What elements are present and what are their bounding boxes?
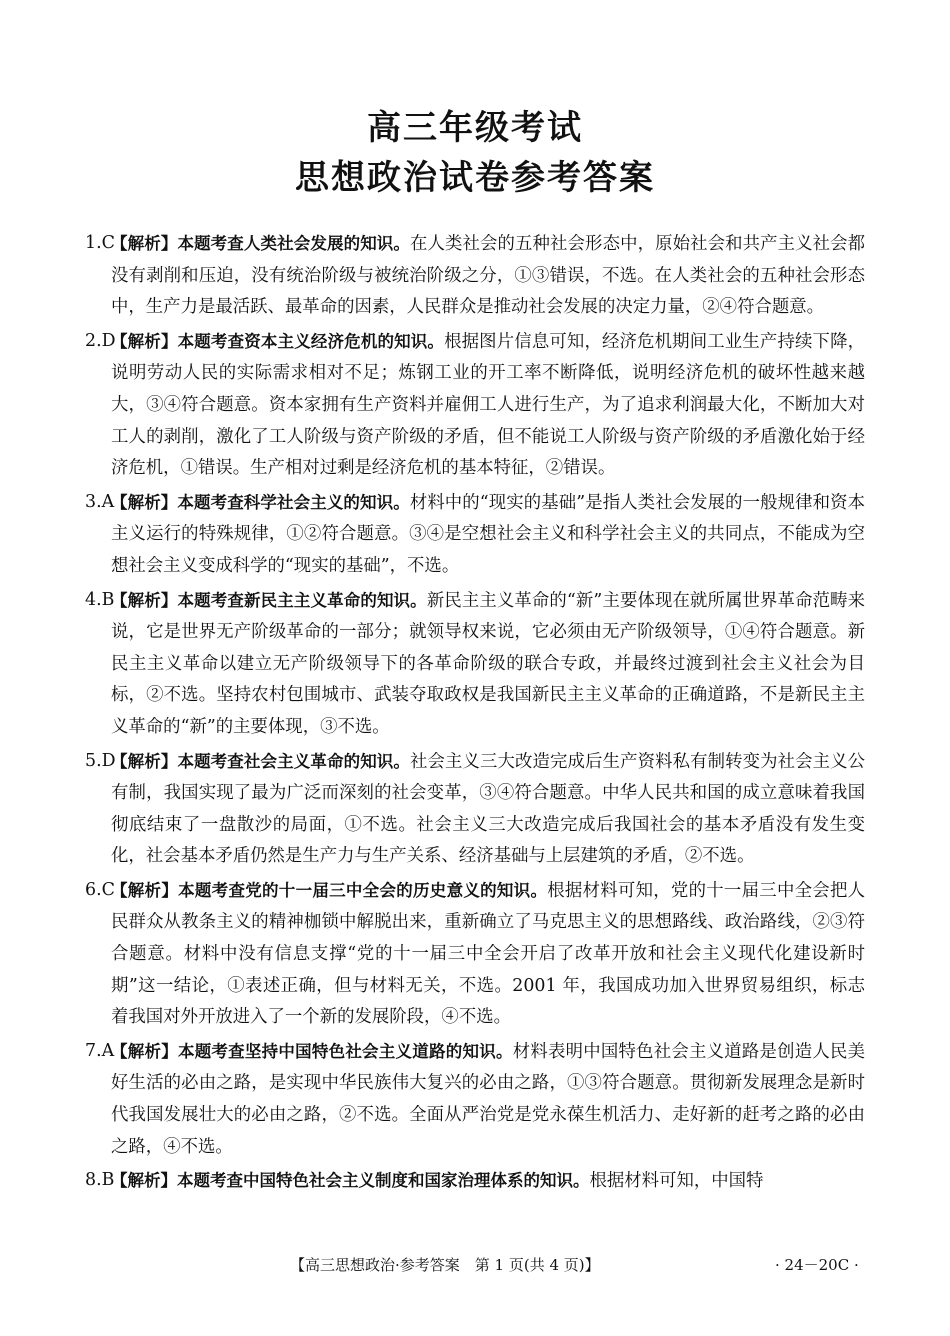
answer-number: 2.D xyxy=(85,330,116,351)
analysis-tag: 【解析】 xyxy=(111,880,179,900)
answer-item-2 xyxy=(85,326,865,485)
explanation-text: 根据材料可知，中国特 xyxy=(589,1171,764,1192)
analysis-tag: 【解析】 xyxy=(111,590,178,610)
analysis-tag: 【解析】 xyxy=(111,1041,178,1061)
analysis-tag: 【解析】 xyxy=(111,1171,177,1191)
title-line-1: 高三年级考试 xyxy=(367,108,583,148)
topic-lead: 本题考查人类社会发展的知识。 xyxy=(177,234,411,253)
answer-item-6 xyxy=(85,875,865,1034)
explanation-text: 在人类社会的五种社会形态中，原始社会和共产主义社会都没有剥削和压迫，没有统治阶级与被统治阶级之分，①③错误，不选。在人类社会的五种社会形态中，生产力是最活跃、最革命的因素，人民群众是推动社会发展的决定力量，②④符合题意。 xyxy=(111,234,865,318)
analysis-tag: 【解析】 xyxy=(111,492,178,512)
footer-page-info: 【高三思想政治·参考答案 第 1 页(共 4 页)】 xyxy=(290,1256,600,1274)
topic-lead: 本题考查坚持中国特色社会主义道路的知识。 xyxy=(177,1041,513,1061)
answer-item-8 xyxy=(85,1165,865,1198)
topic-lead: 本题考查资本主义经济危机的知识。 xyxy=(177,331,445,351)
answer-item-3 xyxy=(85,487,865,583)
answer-item-5 xyxy=(85,746,865,873)
explanation-text: 社会主义三大改造完成后生产资料私有制转变为社会主义公有制，我国实现了最为广泛而深刻的社会变革，③④符合题意。中华人民共和国的成立意味着我国彻底结束了一盘散沙的局面，①不选。社会主义三大改造完成后我国社会的基本矛盾没有发生变化，社会基本矛盾仍然是生产力与生产关系、经济基础与上层建筑的矛盾，②不选。 xyxy=(111,751,865,867)
explanation-text: 材料表明中国特色社会主义道路是创造人民美好生活的必由之路，是实现中华民族伟大复兴的必由之路，①③符合题意。贯彻新发展理念是新时代我国发展壮大的必由之路，②不选。全面从严治党是党永葆生机活力、走好新的赶考之路的必由之路，④不选。 xyxy=(111,1041,865,1157)
answer-item-7 xyxy=(85,1036,865,1163)
explanation-text: 材料中的“现实的基础”是指人类社会发展的一般规律和资本主义运行的特殊规律，①②符合题意。③④是空想社会主义和科学社会主义的共同点，不能成为空想社会主义变成科学的“现实的基础”，不选。 xyxy=(111,492,865,576)
topic-lead: 本题考查社会主义革命的知识。 xyxy=(177,751,411,771)
answer-number: 8.B xyxy=(85,1170,115,1191)
footer-code: · 24－20C · xyxy=(775,1256,859,1274)
answer-number: 7.A xyxy=(85,1040,115,1061)
topic-lead: 本题考查中国特色社会主义制度和国家治理体系的知识。 xyxy=(177,1171,590,1191)
topic-lead: 本题考查新民主主义革命的知识。 xyxy=(177,590,427,610)
topic-lead: 本题考查科学社会主义的知识。 xyxy=(177,492,410,512)
answer-list xyxy=(85,228,865,1200)
answer-number: 4.B xyxy=(85,589,115,610)
title-line-2: 思想政治试卷参考答案 xyxy=(295,158,655,198)
explanation-text: 根据图片信息可知，经济危机期间工业生产持续下降，说明劳动人民的实际需求相对不足；炼钢工业的开工率不断降低，说明经济危机的破坏性越来越大，③④符合题意。资本家拥有生产资料并雇佣工人进行生产，为了追求利润最大化，不断加大对工人的剥削，激化了工人阶级与资产阶级的矛盾，但不能说工人阶级与资产阶级的矛盾激化始于经济危机，①错误。生产相对过剩是经济危机的基本特征，②错误。 xyxy=(111,331,866,479)
analysis-tag: 【解析】 xyxy=(111,331,178,351)
answer-item-4 xyxy=(85,585,865,744)
analysis-tag: 【解析】 xyxy=(111,234,178,253)
answer-number: 5.D xyxy=(85,750,116,771)
answer-number: 6.C xyxy=(85,879,115,900)
explanation-text: 新民主主义革命的“新”主要体现在就所属世界革命范畴来说，它是世界无产阶级革命的一部分；就领导权来说，它必须由无产阶级领导，①④符合题意。新民主主义革命以建立无产阶级领导下的各革命阶级的联合专政，并最终过渡到社会主义社会为目标，②不选。坚持农村包围城市、武装夺取政权是我国新民主主义革命的正确道路，不是新民主主义革命的“新”的主要体现，③不选。 xyxy=(111,590,865,737)
answer-number: 3.A xyxy=(85,491,115,512)
topic-lead: 本题考查党的十一届三中全会的历史意义的知识。 xyxy=(178,880,548,900)
answer-number: 1.C xyxy=(85,233,115,253)
answer-item-1 xyxy=(85,228,865,324)
explanation-text: 根据材料可知，党的十一届三中全会把人民群众从教条主义的精神枷锁中解脱出来，重新确立了马克思主义的思想路线、政治路线，②③符合题意。材料中没有信息支撑“党的十一届三中全会开启了改革开放和社会主义现代化建设新时期”这一结论，①表述正确，但与材料无关，不选。2001 年，我国成功加入世界贸易组织，标志着我国对外开放进入了一个新的发展阶段，④不选。 xyxy=(111,880,866,1028)
analysis-tag: 【解析】 xyxy=(111,751,178,771)
